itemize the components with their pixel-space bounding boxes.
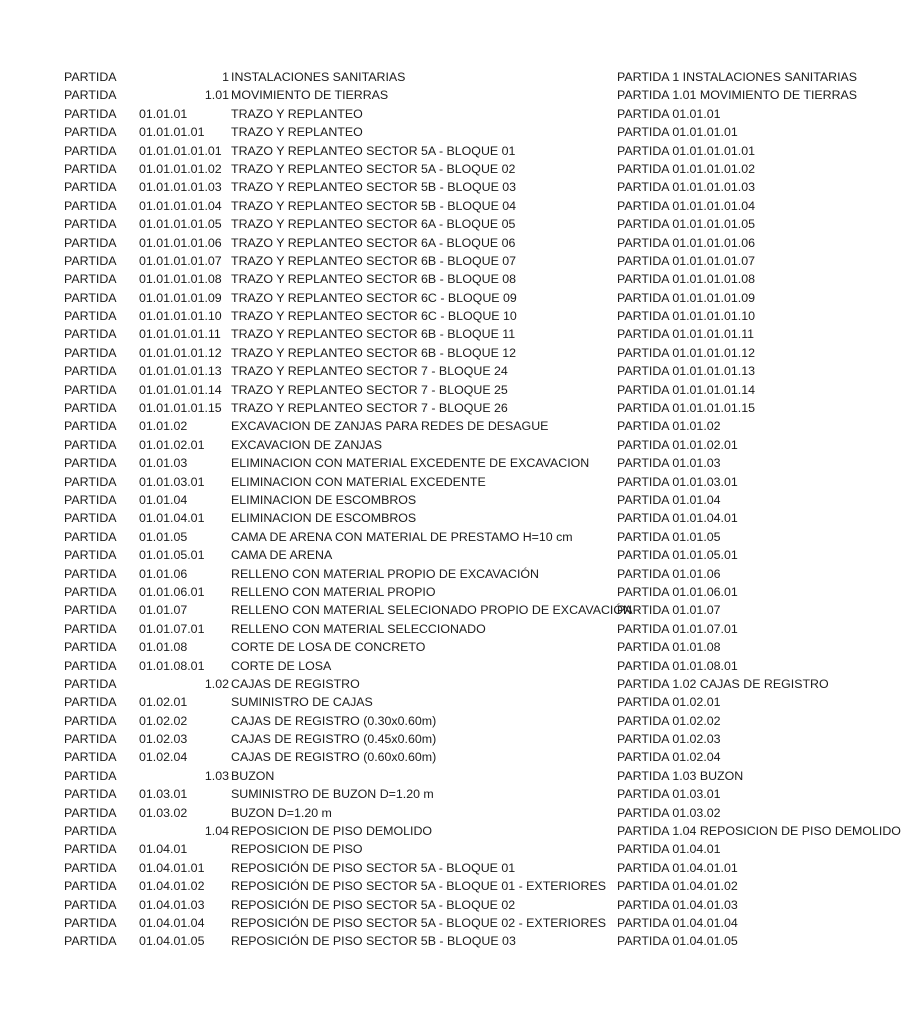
table-row xyxy=(0,565,768,583)
row-code: 01.01.07.01 xyxy=(139,621,205,636)
row-code: 01.01.02 xyxy=(139,419,188,434)
row-reference: PARTIDA 01.01.01.01.03 xyxy=(617,180,755,195)
row-type: PARTIDA xyxy=(64,217,117,232)
row-type: PARTIDA xyxy=(64,382,117,397)
row-reference: PARTIDA 01.02.02 xyxy=(617,713,721,728)
row-description: CAJAS DE REGISTRO (0.30x0.60m) xyxy=(231,713,437,728)
row-code: 01.01.04.01 xyxy=(139,511,205,526)
row-type: PARTIDA xyxy=(64,603,117,618)
row-code: 01.01.08.01 xyxy=(139,658,205,673)
row-description: EXCAVACION DE ZANJAS PARA REDES DE DESAGUE xyxy=(231,419,549,434)
row-reference: PARTIDA 01.01.01.01.01 xyxy=(617,143,755,158)
row-type: PARTIDA xyxy=(64,897,117,912)
row-type: PARTIDA xyxy=(64,70,117,84)
row-description: REPOSICIÓN DE PISO SECTOR 5A - BLOQUE 01 - EXTERIORES xyxy=(231,879,607,894)
row-description: RELLENO CON MATERIAL SELECIONADO PROPIO DE EXCAVACIÓN xyxy=(231,603,632,618)
row-reference: PARTIDA 01.04.01 xyxy=(617,842,721,857)
table-row xyxy=(0,546,768,564)
row-reference: PARTIDA 01.03.02 xyxy=(617,805,721,820)
table-row xyxy=(0,675,829,693)
row-code: 01.01.01.01.07 xyxy=(139,253,222,268)
row-type: PARTIDA xyxy=(64,676,117,691)
row-reference: PARTIDA 01.01.05 xyxy=(617,529,721,544)
row-reference: PARTIDA 01.01.01.01 xyxy=(617,125,738,140)
row-code: 01.01.01.01.03 xyxy=(139,180,222,195)
row-description: CAJAS DE REGISTRO xyxy=(231,676,360,691)
row-description: TRAZO Y REPLANTEO SECTOR 5B - BLOQUE 04 xyxy=(231,198,517,213)
row-code: 01.04.01.02 xyxy=(139,879,205,894)
row-reference: PARTIDA 01.01.01.01.11 xyxy=(617,327,755,342)
row-type: PARTIDA xyxy=(64,548,117,563)
row-reference: PARTIDA 1.02 CAJAS DE REGISTRO xyxy=(617,676,829,691)
table-row xyxy=(0,932,768,950)
row-reference: PARTIDA 01.04.01.02 xyxy=(617,879,738,894)
row-type: PARTIDA xyxy=(64,787,117,802)
row-description: EXCAVACION DE ZANJAS xyxy=(231,437,383,452)
row-reference: PARTIDA 01.01.03.01 xyxy=(617,474,738,489)
row-description: REPOSICIÓN DE PISO SECTOR 5A - BLOQUE 02 - EXTERIORES xyxy=(231,915,607,930)
row-description: CAMA DE ARENA xyxy=(231,548,333,563)
table-row xyxy=(0,436,768,454)
row-reference: PARTIDA 01.04.01.03 xyxy=(617,897,738,912)
row-reference: PARTIDA 01.01.01.01.12 xyxy=(617,345,755,360)
row-reference: PARTIDA 01.01.01.01.06 xyxy=(617,235,755,250)
row-description: REPOSICIÓN DE PISO SECTOR 5B - BLOQUE 03 xyxy=(231,934,516,949)
table-row xyxy=(0,362,768,380)
row-code: 01.01.01.01.08 xyxy=(139,272,222,287)
row-reference: PARTIDA 01.01.01.01.02 xyxy=(617,161,755,176)
row-code: 01.04.01 xyxy=(139,842,188,857)
row-description: CAJAS DE REGISTRO (0.60x0.60m) xyxy=(231,750,437,765)
table-row xyxy=(0,68,858,86)
row-type: PARTIDA xyxy=(64,842,117,857)
row-description: ELIMINACION DE ESCOMBROS xyxy=(231,511,417,526)
row-reference: PARTIDA 01.01.01 xyxy=(617,106,721,121)
row-type: PARTIDA xyxy=(64,511,117,526)
row-code: 01.04.01.04 xyxy=(139,915,205,930)
row-code: 01.01.05.01 xyxy=(139,548,205,563)
row-reference: PARTIDA 01.01.02.01 xyxy=(617,437,738,452)
row-type: PARTIDA xyxy=(64,456,117,471)
row-description: TRAZO Y REPLANTEO SECTOR 7 - BLOQUE 24 xyxy=(231,364,508,379)
row-code: 01.01.06 xyxy=(139,566,188,581)
row-code: 01.04.01.01 xyxy=(139,860,205,875)
row-description: BUZON xyxy=(231,768,275,783)
table-row xyxy=(0,914,768,932)
row-reference: PARTIDA 01.01.01.01.04 xyxy=(617,198,755,213)
row-type: PARTIDA xyxy=(64,198,117,213)
row-type: PARTIDA xyxy=(64,272,117,287)
row-type: PARTIDA xyxy=(64,750,117,765)
row-reference: PARTIDA 01.01.08 xyxy=(617,640,721,655)
row-reference: PARTIDA 01.01.01.01.05 xyxy=(617,217,755,232)
row-description: TRAZO Y REPLANTEO SECTOR 6B - BLOQUE 07 xyxy=(231,253,517,268)
row-code: 01.02.04 xyxy=(139,750,188,765)
table-row xyxy=(0,123,768,141)
row-reference: PARTIDA 01.01.01.01.14 xyxy=(617,382,755,397)
row-reference: PARTIDA 01.01.01.01.09 xyxy=(617,290,755,305)
row-description: BUZON D=1.20 m xyxy=(231,805,332,820)
row-code: 01.02.02 xyxy=(139,713,188,728)
table-row xyxy=(0,454,768,472)
table-row xyxy=(0,748,768,766)
row-description: ELIMINACION CON MATERIAL EXCEDENTE xyxy=(231,474,486,489)
row-type: PARTIDA xyxy=(64,695,117,710)
row-description: MOVIMIENTO DE TIERRAS xyxy=(231,88,389,103)
row-description: TRAZO Y REPLANTEO SECTOR 5A - BLOQUE 02 xyxy=(231,161,516,176)
row-reference: PARTIDA 01.04.01.01 xyxy=(617,860,738,875)
row-description: TRAZO Y REPLANTEO SECTOR 7 - BLOQUE 25 xyxy=(231,382,508,397)
row-code: 01.01.07 xyxy=(139,603,188,618)
row-type: PARTIDA xyxy=(64,106,117,121)
row-description: TRAZO Y REPLANTEO SECTOR 7 - BLOQUE 26 xyxy=(231,401,508,416)
table-row xyxy=(0,877,768,895)
table-row xyxy=(0,730,768,748)
row-type: PARTIDA xyxy=(64,474,117,489)
row-code: 01.01.01.01.13 xyxy=(139,364,222,379)
table-row xyxy=(0,712,768,730)
row-description: TRAZO Y REPLANTEO SECTOR 6C - BLOQUE 10 xyxy=(231,309,517,324)
row-code: 01.01.02.01 xyxy=(139,437,205,452)
row-description: RELLENO CON MATERIAL SELECCIONADO xyxy=(231,621,486,636)
row-reference: PARTIDA 01.03.01 xyxy=(617,787,721,802)
table-row xyxy=(0,178,768,196)
row-type: PARTIDA xyxy=(64,345,117,360)
table-row xyxy=(0,417,768,435)
row-description: CORTE DE LOSA DE CONCRETO xyxy=(231,640,426,655)
row-code: 1.02 xyxy=(204,676,229,691)
table-row xyxy=(0,86,858,104)
row-type: PARTIDA xyxy=(64,235,117,250)
row-type: PARTIDA xyxy=(64,401,117,416)
row-description: CORTE DE LOSA xyxy=(231,658,332,673)
row-code: 01.02.03 xyxy=(139,732,188,747)
row-code: 01.01.01.01.14 xyxy=(139,382,222,397)
row-code: 01.01.01.01.02 xyxy=(139,161,222,176)
row-type: PARTIDA xyxy=(64,125,117,140)
table-row xyxy=(0,601,768,619)
row-code: 01.01.01.01.15 xyxy=(139,401,222,416)
table-row xyxy=(0,473,768,491)
row-reference: PARTIDA 1.01 MOVIMIENTO DE TIERRAS xyxy=(617,88,858,103)
row-type: PARTIDA xyxy=(64,915,117,930)
row-type: PARTIDA xyxy=(64,640,117,655)
table-row xyxy=(0,142,768,160)
row-code: 01.01.05 xyxy=(139,529,188,544)
row-description: CAMA DE ARENA CON MATERIAL DE PRESTAMO H=10 cm xyxy=(231,529,573,544)
row-description: CAJAS DE REGISTRO (0.45x0.60m) xyxy=(231,732,437,747)
row-type: PARTIDA xyxy=(64,768,117,783)
row-description: TRAZO Y REPLANTEO SECTOR 6B - BLOQUE 12 xyxy=(231,345,517,360)
table-row xyxy=(0,307,768,325)
row-type: PARTIDA xyxy=(64,732,117,747)
row-code: 01.01.01 xyxy=(139,106,188,121)
table-row xyxy=(0,491,768,509)
row-reference: PARTIDA 01.01.08.01 xyxy=(617,658,738,673)
row-code: 01.03.01 xyxy=(139,787,188,802)
row-code: 1.03 xyxy=(204,768,229,783)
table-row xyxy=(0,289,768,307)
table-row xyxy=(0,859,768,877)
row-reference: PARTIDA 01.04.01.05 xyxy=(617,934,738,949)
row-code: 01.01.06.01 xyxy=(139,584,205,599)
row-description: ELIMINACION DE ESCOMBROS xyxy=(231,492,417,507)
row-code: 1.04 xyxy=(204,824,229,839)
row-description: TRAZO Y REPLANTEO SECTOR 6B - BLOQUE 11 xyxy=(231,327,516,342)
row-reference: PARTIDA 01.01.03 xyxy=(617,456,721,471)
row-description: ELIMINACION CON MATERIAL EXCEDENTE DE EXCAVACION xyxy=(231,456,590,471)
row-description: INSTALACIONES SANITARIAS xyxy=(231,70,406,84)
row-reference: PARTIDA 01.04.01.04 xyxy=(617,915,738,930)
row-code: 01.01.01.01.09 xyxy=(139,290,222,305)
row-code: 01.01.08 xyxy=(139,640,188,655)
row-type: PARTIDA xyxy=(64,805,117,820)
row-description: REPOSICION DE PISO xyxy=(231,842,363,857)
row-description: TRAZO Y REPLANTEO SECTOR 6A - BLOQUE 05 xyxy=(231,217,516,232)
row-reference: PARTIDA 01.02.01 xyxy=(617,695,721,710)
table-row xyxy=(0,270,768,288)
row-type: PARTIDA xyxy=(64,327,117,342)
row-code: 1 xyxy=(222,70,229,84)
row-type: PARTIDA xyxy=(64,161,117,176)
row-reference: PARTIDA 01.01.06 xyxy=(617,566,721,581)
row-description: TRAZO Y REPLANTEO SECTOR 5B - BLOQUE 03 xyxy=(231,180,517,195)
table-row xyxy=(0,767,768,785)
table-row xyxy=(0,638,768,656)
row-code: 01.01.01.01.11 xyxy=(139,327,221,342)
row-reference: PARTIDA 01.01.07.01 xyxy=(617,621,738,636)
row-reference: PARTIDA 01.01.02 xyxy=(617,419,721,434)
row-description: TRAZO Y REPLANTEO xyxy=(231,125,363,140)
row-reference: PARTIDA 01.01.04.01 xyxy=(617,511,738,526)
row-code: 01.01.01.01.12 xyxy=(139,345,222,360)
row-type: PARTIDA xyxy=(64,180,117,195)
row-type: PARTIDA xyxy=(64,88,117,103)
row-type: PARTIDA xyxy=(64,529,117,544)
table-row xyxy=(0,197,768,215)
row-type: PARTIDA xyxy=(64,934,117,949)
row-reference: PARTIDA 01.01.01.01.10 xyxy=(617,309,755,324)
row-code: 01.02.01 xyxy=(139,695,188,710)
row-type: PARTIDA xyxy=(64,309,117,324)
row-description: SUMINISTRO DE CAJAS xyxy=(231,695,373,710)
partidas-table xyxy=(0,68,901,951)
table-row xyxy=(0,399,768,417)
row-code: 01.01.01.01.10 xyxy=(139,309,222,324)
row-description: REPOSICION DE PISO DEMOLIDO xyxy=(231,824,433,839)
row-description: RELLENO CON MATERIAL PROPIO xyxy=(231,584,436,599)
row-type: PARTIDA xyxy=(64,584,117,599)
row-reference: PARTIDA 01.01.05.01 xyxy=(617,548,738,563)
table-row xyxy=(0,234,768,252)
table-row xyxy=(0,693,768,711)
table-row xyxy=(0,896,768,914)
row-reference: PARTIDA 01.01.06.01 xyxy=(617,584,738,599)
row-type: PARTIDA xyxy=(64,879,117,894)
table-row xyxy=(0,105,768,123)
table-row xyxy=(0,583,768,601)
row-code: 01.04.01.05 xyxy=(139,934,205,949)
row-reference: PARTIDA 01.01.01.01.08 xyxy=(617,272,755,287)
row-description: REPOSICIÓN DE PISO SECTOR 5A - BLOQUE 02 xyxy=(231,897,516,912)
table-row xyxy=(0,822,901,840)
row-type: PARTIDA xyxy=(64,143,117,158)
table-row xyxy=(0,620,768,638)
row-type: PARTIDA xyxy=(64,860,117,875)
row-code: 01.03.02 xyxy=(139,805,188,820)
row-reference: PARTIDA 1.03 BUZON xyxy=(617,768,744,783)
table-row xyxy=(0,840,768,858)
row-description: TRAZO Y REPLANTEO SECTOR 6B - BLOQUE 08 xyxy=(231,272,517,287)
row-code: 01.01.01.01 xyxy=(139,125,205,140)
row-description: TRAZO Y REPLANTEO SECTOR 6C - BLOQUE 09 xyxy=(231,290,517,305)
row-reference: PARTIDA 01.01.04 xyxy=(617,492,721,507)
row-type: PARTIDA xyxy=(64,290,117,305)
row-code: 01.01.01.01.06 xyxy=(139,235,222,250)
row-type: PARTIDA xyxy=(64,713,117,728)
row-type: PARTIDA xyxy=(64,253,117,268)
row-reference: PARTIDA 01.02.03 xyxy=(617,732,721,747)
row-code: 01.01.01.01.05 xyxy=(139,217,222,232)
table-row xyxy=(0,528,768,546)
row-type: PARTIDA xyxy=(64,566,117,581)
row-code: 01.01.03.01 xyxy=(139,474,205,489)
table-row xyxy=(0,509,768,527)
row-code: 01.01.01.01.04 xyxy=(139,198,222,213)
row-description: SUMINISTRO DE BUZON D=1.20 m xyxy=(231,787,434,802)
row-description: TRAZO Y REPLANTEO SECTOR 5A - BLOQUE 01 xyxy=(231,143,516,158)
row-type: PARTIDA xyxy=(64,437,117,452)
row-type: PARTIDA xyxy=(64,364,117,379)
row-reference: PARTIDA 1 INSTALACIONES SANITARIAS xyxy=(617,70,858,84)
table-row xyxy=(0,160,768,178)
row-type: PARTIDA xyxy=(64,419,117,434)
row-reference: PARTIDA 01.01.01.01.13 xyxy=(617,364,755,379)
row-description: TRAZO Y REPLANTEO xyxy=(231,106,363,121)
table-row xyxy=(0,215,768,233)
row-description: TRAZO Y REPLANTEO SECTOR 6A - BLOQUE 06 xyxy=(231,235,516,250)
row-code: 01.01.01.01.01 xyxy=(139,143,222,158)
row-type: PARTIDA xyxy=(64,658,117,673)
row-code: 01.04.01.03 xyxy=(139,897,205,912)
row-reference: PARTIDA 01.01.01.01.15 xyxy=(617,401,755,416)
row-code: 1.01 xyxy=(204,88,229,103)
table-row xyxy=(0,325,768,343)
table-row xyxy=(0,785,768,803)
row-type: PARTIDA xyxy=(64,492,117,507)
row-code: 01.01.04 xyxy=(139,492,188,507)
row-reference: PARTIDA 01.01.07 xyxy=(617,603,721,618)
row-code: 01.01.03 xyxy=(139,456,188,471)
row-description: REPOSICIÓN DE PISO SECTOR 5A - BLOQUE 01 xyxy=(231,860,516,875)
row-description: RELLENO CON MATERIAL PROPIO DE EXCAVACIÓN xyxy=(231,566,539,581)
row-type: PARTIDA xyxy=(64,621,117,636)
row-type: PARTIDA xyxy=(64,824,117,839)
row-reference: PARTIDA 01.01.01.01.07 xyxy=(617,253,755,268)
table-row xyxy=(0,344,768,362)
row-reference: PARTIDA 01.02.04 xyxy=(617,750,721,765)
table-row xyxy=(0,657,768,675)
table-row xyxy=(0,381,768,399)
table-row xyxy=(0,804,768,822)
row-reference: PARTIDA 1.04 REPOSICION DE PISO DEMOLIDO xyxy=(617,824,901,839)
table-row xyxy=(0,252,768,270)
